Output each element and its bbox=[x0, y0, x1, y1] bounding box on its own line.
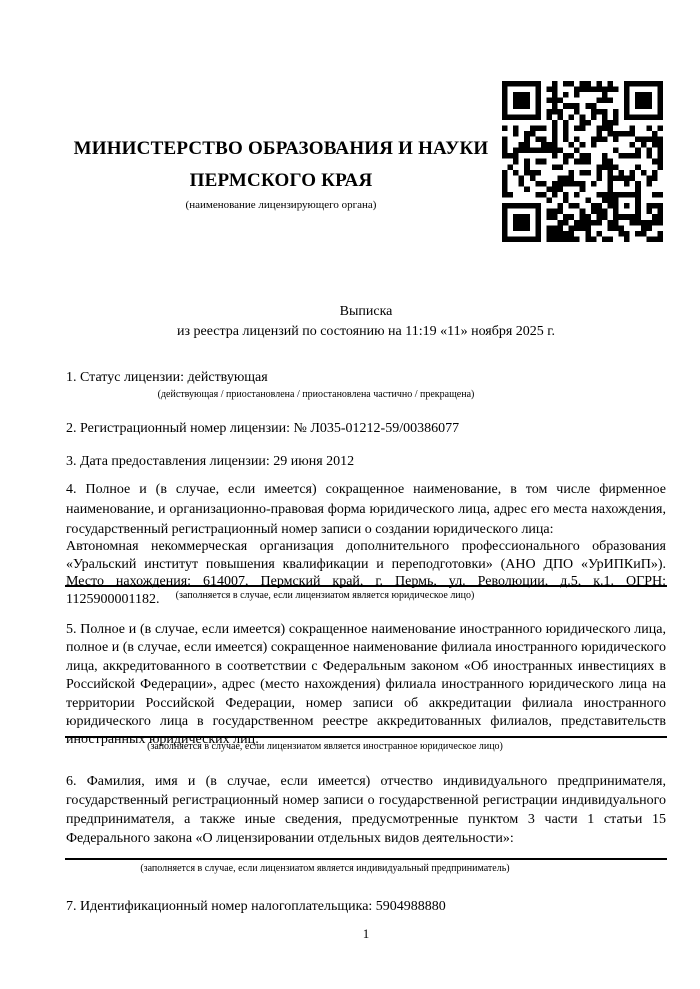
field-foreign-entity-label: 5. Полное и (в случае, если имеется) сокращенное наименование иностранного юридического лица, полное и (в случае, если имеется) сокращенное наименование филиала иностранного юридического лица, аккредитованного в соответствии с Федеральным законом «Об иностранных инвестициях в Российской Федерации», адрес (место нахождения) филиала иностранного юридического лица на территории Российской Федерации, номер записи об аккредитации филиала иностранного юридического лица в государственном реестре аккредитованных филиалов, представительств иностранных юридических лиц: bbox=[66, 622, 666, 748]
qr-code-image bbox=[502, 81, 663, 242]
ministry-name-line1: МИНИСТЕРСТВО ОБРАЗОВАНИЯ И НАУКИ bbox=[73, 138, 489, 159]
field-grant-date: 3. Дата предоставления лицензии: 29 июня 2012 bbox=[66, 454, 355, 469]
field-license-status: 1. Статус лицензии: действующая bbox=[66, 370, 268, 385]
field-taxpayer-id: 7. Идентификационный номер налогоплательщика: 5904988880 bbox=[66, 899, 446, 914]
page-number: 1 bbox=[362, 926, 370, 941]
field-registration-number: 2. Регистрационный номер лицензии: № Л035-01212-59/00386077 bbox=[66, 421, 460, 436]
field-legal-entity-note: (заполняется в случае, если лицензиатом является юридическое лицо) bbox=[175, 590, 475, 601]
field-legal-entity-label: 4. Полное и (в случае, если имеется) сокращенное наименование, в том числе фирменное наименование, и организационно-правовая форма юридического лица, адрес его места нахождения, государственный регистрационный номер записи о создании юридического лица: bbox=[66, 482, 666, 537]
field-legal-entity-value: Автономная некоммерческая организация дополнительного профессионального образования «Уральский институт повышения квалификации и переподготовки» (АНО ДПО «УрИПКиП»). Место нахождения: 614007, Пермский край, г. Пермь, ул. Революции, д.5, к.1. ОГРН: 1125900001182. bbox=[66, 539, 666, 607]
field-license-status-note: (действующая / приостановлена / приостановлена частично / прекращена) bbox=[157, 389, 475, 400]
blank-fill-line-legal-entity bbox=[65, 585, 667, 587]
blank-fill-line-foreign-entity bbox=[65, 736, 667, 738]
field-entrepreneur-label: 6. Фамилия, имя и (в случае, если имеется) отчество индивидуального предпринимателя, государственный регистрационный номер записи о государственной регистрации индивидуального предпринимателя, а также иные сведения, предусмотренные пунктом 3 части 1 статьи 15 Федерального закона «О лицензировании отдельных видов деятельности»: bbox=[66, 774, 666, 846]
licensing-authority-note: (наименование лицензирующего органа) bbox=[185, 199, 377, 211]
document-title-line2: из реестра лицензий по состоянию на 11:19 «11» ноября 2025 г. bbox=[177, 324, 555, 339]
licensing-authority-header bbox=[66, 133, 496, 212]
blank-fill-line-entrepreneur bbox=[65, 858, 667, 860]
ministry-name-line2: ПЕРМСКОГО КРАЯ bbox=[189, 170, 373, 191]
document-title bbox=[66, 302, 666, 342]
document-title-line1: Выписка bbox=[339, 304, 393, 319]
field-foreign-entity-note: (заполняется в случае, если лицензиатом является иностранное юридическое лицо) bbox=[147, 741, 503, 752]
qr-code bbox=[502, 81, 663, 242]
field-entrepreneur-note: (заполняется в случае, если лицензиатом является индивидуальный предприниматель) bbox=[140, 863, 510, 874]
